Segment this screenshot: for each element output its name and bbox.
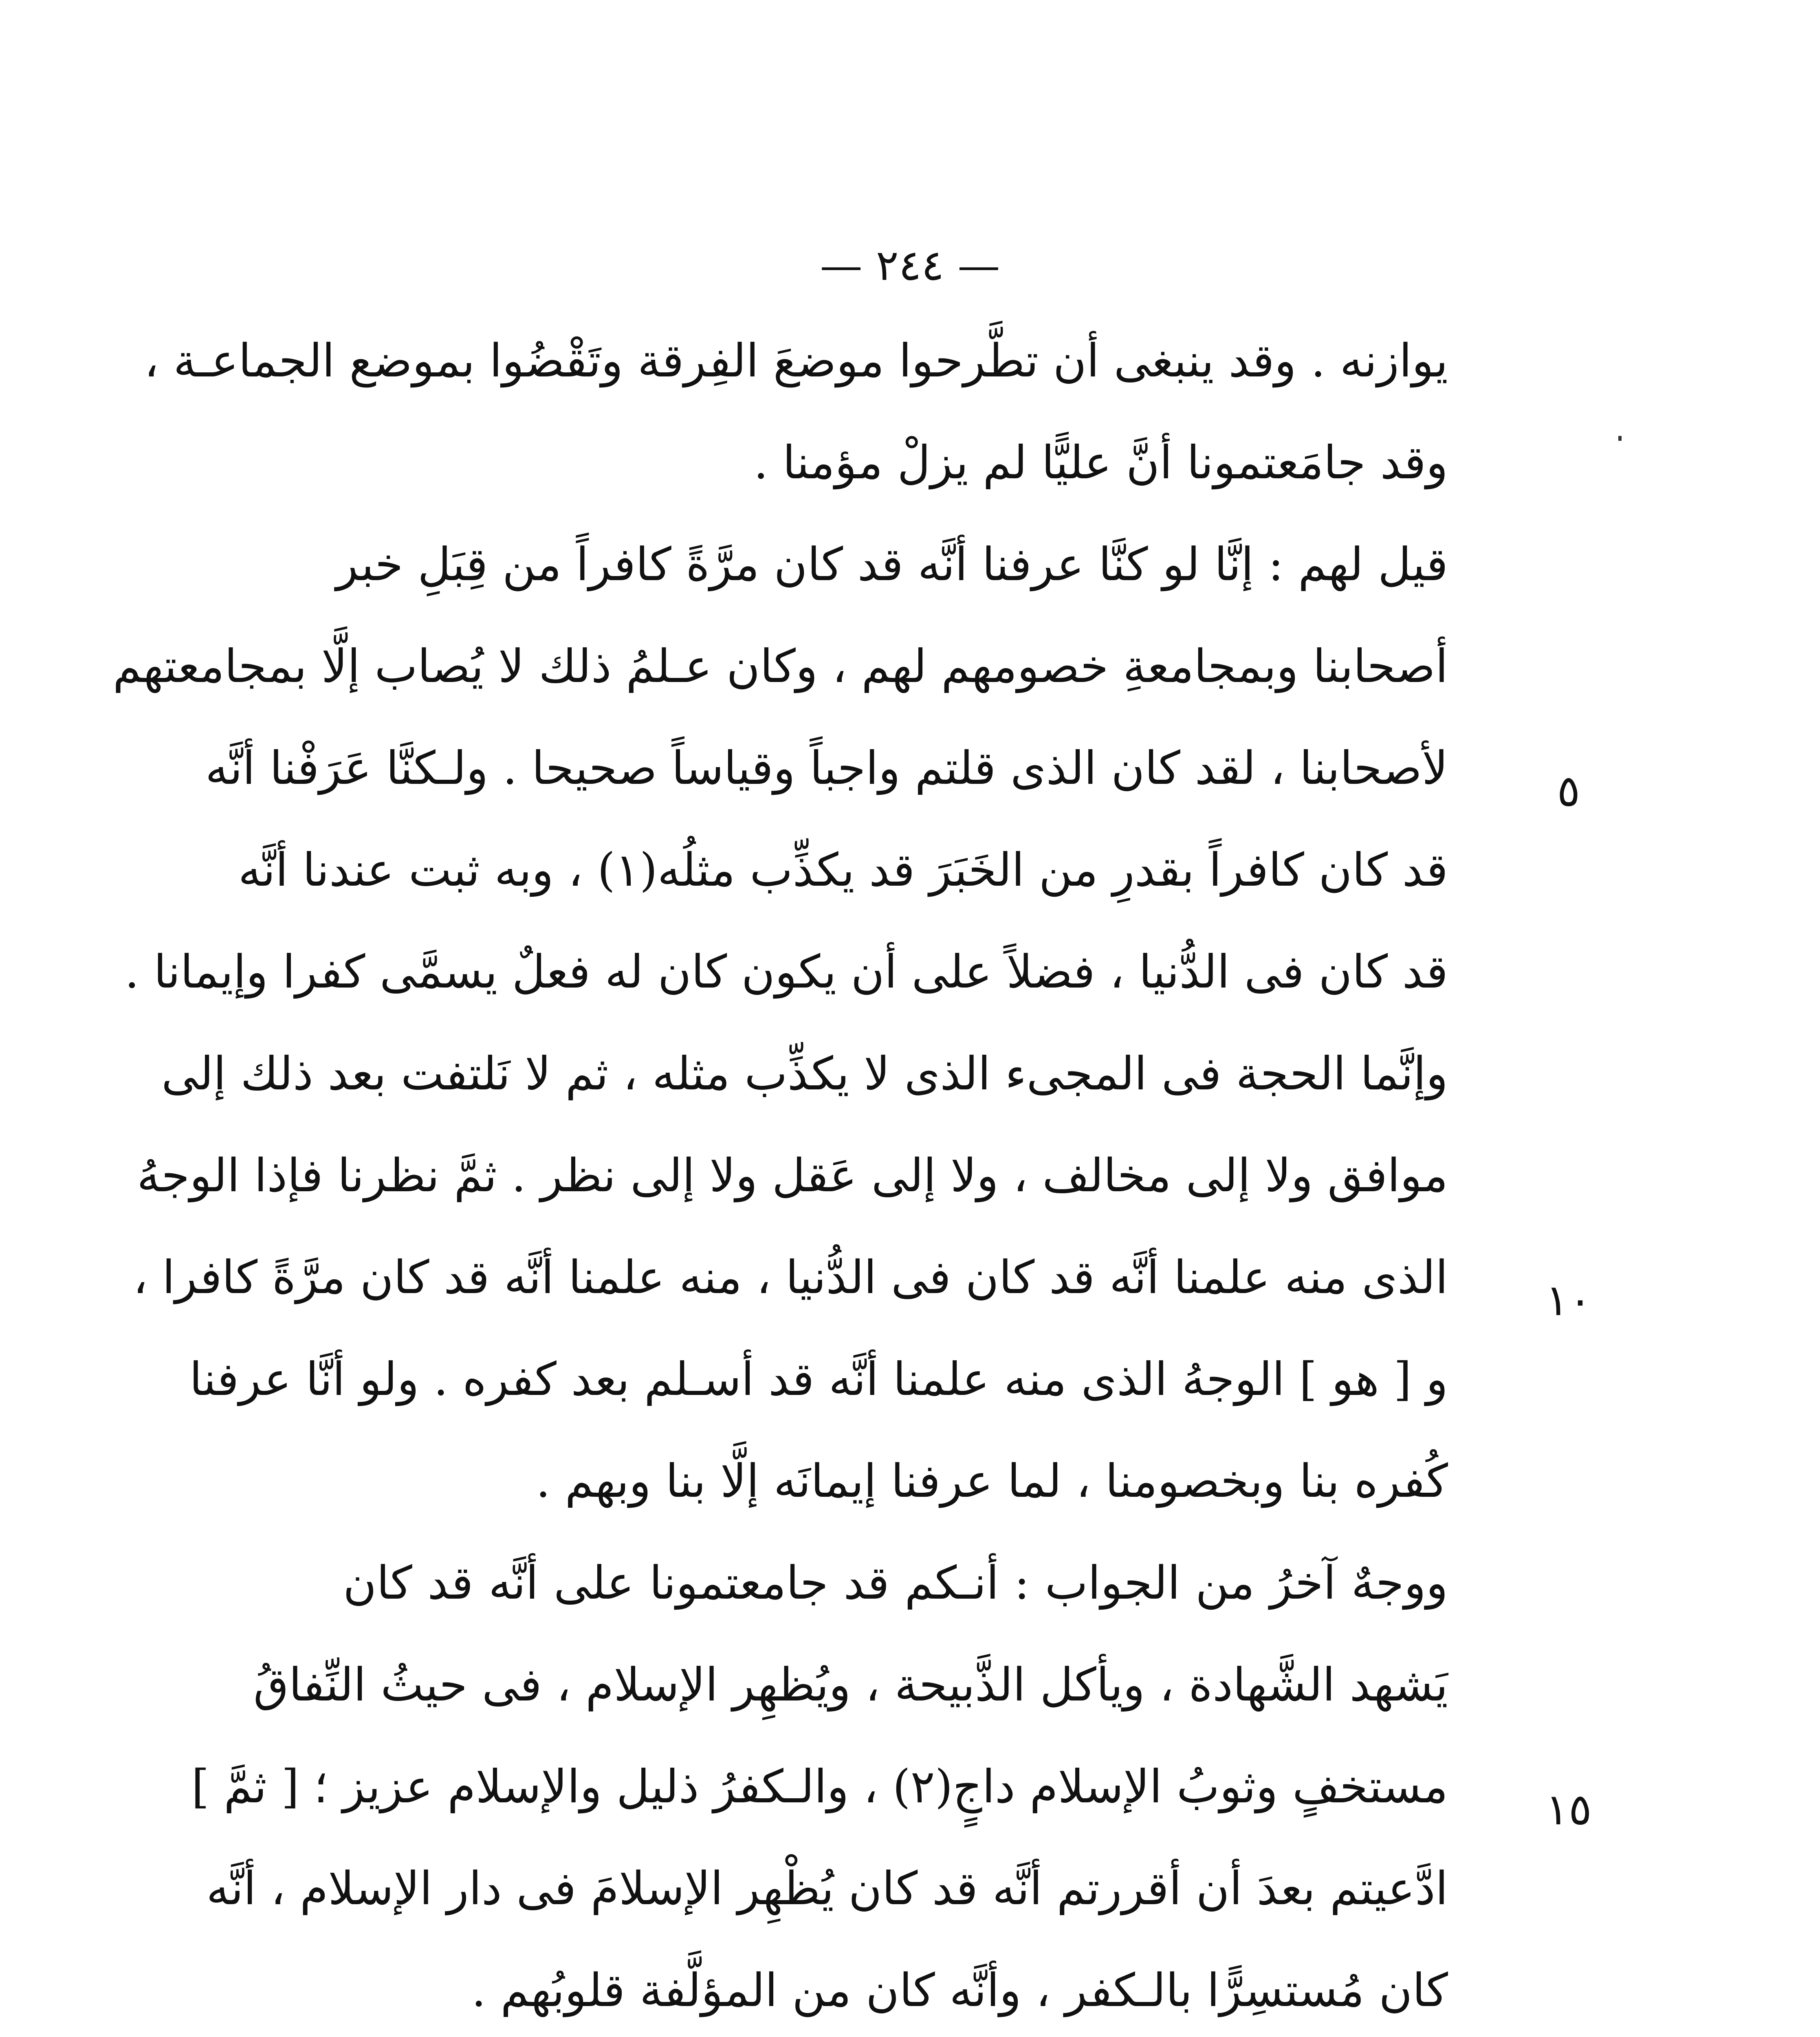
body-line: و [ هو ] الوجهُ الذى منه علمنا أنَّه قد أسـلم بعد كفره . ولو أنَّا عرفنا xyxy=(189,1353,1448,1406)
body-line: قد كان فى الدُّنيا ، فضلاً على أن يكون كان له فعلٌ يسمَّى كفرا وإيمانا . xyxy=(125,946,1448,999)
line-number: ٥ xyxy=(1557,766,1580,816)
body-line: يَشهد الشَّهادة ، ويأكل الذَّبيحة ، ويُظهِر الإسلام ، فى حيثُ النِّفاقُ xyxy=(253,1659,1448,1711)
page-number: — ٢٤٤ — xyxy=(820,240,1000,290)
body-line: قد كان كافراً بقدرِ من الخَبَرَ قد يكذِّب مثلُه(١) ، وبه ثبت عندنا أنَّه xyxy=(238,844,1448,897)
body-line: ووجهٌ آخرُ من الجواب : أنـكم قد جامعتمونا على أنَّه قد كان xyxy=(343,1557,1448,1610)
body-line: وإنَّما الحجة فى المجىء الذى لا يكذِّب مثله ، ثم لا نَلتفت بعد ذلك إلى xyxy=(161,1047,1448,1100)
line-number: ١٠ xyxy=(1545,1275,1592,1325)
body-line: مستخفٍ وثوبُ الإسلام داجٍ(٢) ، والـكفرُ ذليل والإسلام عزيز ؛ [ ثمَّ ] xyxy=(191,1760,1448,1813)
body-line: قيل لهم : إنَّا لو كنَّا عرفنا أنَّه قد كان مرَّةً كافراً من قِبَلِ خبر xyxy=(336,538,1448,591)
line-number: ١٥ xyxy=(1545,1784,1592,1835)
body-line: الذى منه علمنا أنَّه قد كان فى الدُّنيا ، منه علمنا أنَّه قد كان مرَّةً كافرا ، xyxy=(133,1251,1448,1304)
body-line: يوازنه . وقد ينبغى أن تطَّرحوا موضعَ الفِرقة وتَقْضُوا بموضع الجماعـة ، xyxy=(144,334,1448,387)
margin-mark xyxy=(1618,436,1622,441)
body-line: كان مُستسِرًّا بالـكفر ، وأنَّه كان من المؤلَّفة قلوبُهم . xyxy=(471,1964,1448,2017)
body-line: أصحابنا وبمجامعةِ خصومهم لهم ، وكان عـلمُ ذلك لا يُصاب إلَّا بمجامعتهم xyxy=(112,640,1448,693)
body-line: لأصحابنا ، لقد كان الذى قلتم واجباً وقياساً صحيحا . ولـكنَّا عَرَفْنا أنَّه xyxy=(205,742,1448,795)
body-line: كُفره بنا وبخصومنا ، لما عرفنا إيمانَه إلَّا بنا وبهم . xyxy=(536,1455,1448,1508)
body-line: موافق ولا إلى مخالف ، ولا إلى عَقل ولا إلى نظر . ثمَّ نظرنا فإذا الوجهُ xyxy=(137,1149,1448,1202)
body-line: وقد جامَعتمونا أنَّ عليًّا لم يزلْ مؤمنا . xyxy=(753,436,1448,489)
body-line: ادَّعيتم بعدَ أن أقررتم أنَّه قد كان يُظْهِر الإسلامَ فى دار الإسلام ، أنَّه xyxy=(206,1862,1448,1915)
